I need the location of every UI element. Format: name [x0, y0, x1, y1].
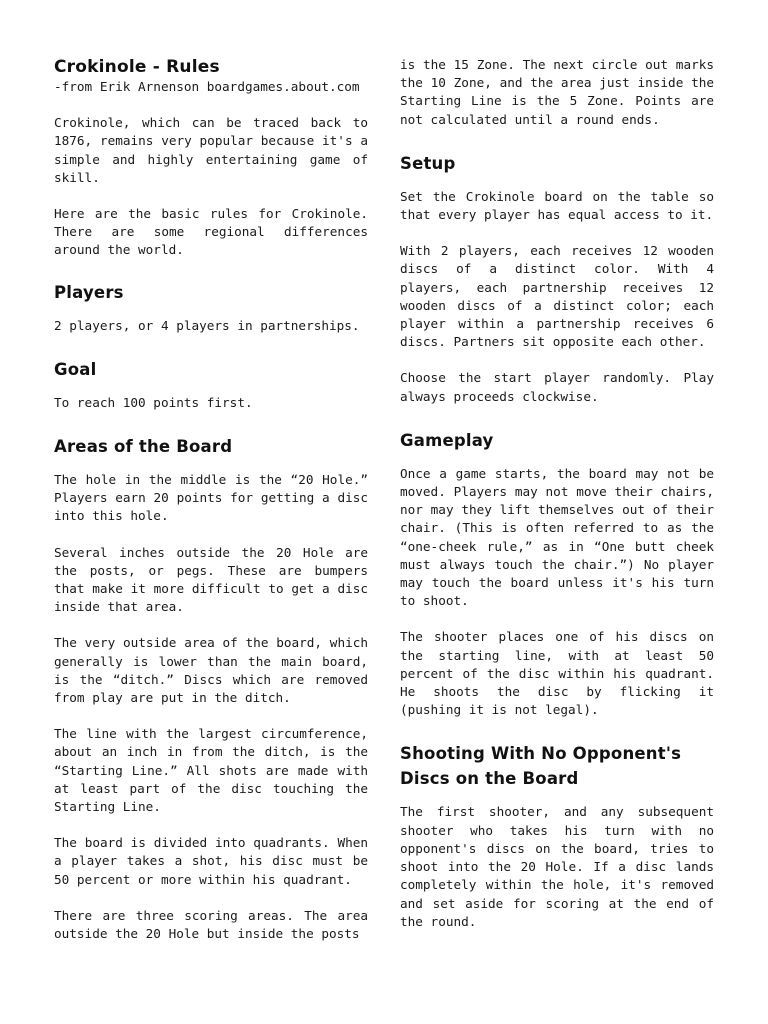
areas-paragraph-continued: is the 15 Zone. The next circle out marks the 10 Zone, and the area just inside the Starting Line is the 5 Zone. Points are not calculated until a round ends.: [400, 57, 714, 127]
intro-paragraph: Here are the basic rules for Crokinole. There are some regional differences around the world.: [54, 206, 368, 258]
areas-paragraph: There are three scoring areas. The area outside the 20 Hole but inside the posts: [54, 907, 368, 942]
setup-paragraph: Set the Crokinole board on the table so that every player has equal access to it.: [400, 188, 714, 223]
gameplay-paragraph: The shooter places one of his discs on the starting line, with at least 50 percent of the disc within his quadrant. He shoots the disc by flicking it (pushing it is not legal).: [400, 629, 714, 718]
shooting-paragraph: The first shooter, and any subsequent shooter who takes his turn with no opponent's discs on the board, tries to shoot into the 20 Hole. If a disc lands completely within the hole, it's removed and set aside for scoring at the end of the round.: [400, 804, 714, 929]
intro-paragraph: Crokinole, which can be traced back to 1876, remains very popular because it's a simple and highly entertaining game of skill.: [54, 115, 368, 185]
section-heading-goal: Goal: [54, 359, 97, 379]
areas-paragraph: The line with the largest circumference, about an inch in from the ditch, is the “Starting Line.” All shots are made with at least part of the disc touching the Starting Line.: [54, 726, 368, 815]
areas-paragraph: Several inches outside the 20 Hole are the posts, or pegs. These are bumpers that make it more difficult to get a disc inside that area.: [54, 544, 368, 615]
right-column: [400, 56, 714, 931]
byline: -from Erik Arnenson boardgames.about.com: [54, 79, 360, 94]
areas-paragraph: The hole in the middle is the “20 Hole.” Players earn 20 points for getting a disc into this hole.: [54, 472, 368, 524]
players-paragraph: 2 players, or 4 players in partnerships.: [54, 317, 360, 333]
left-column: [54, 56, 368, 943]
section-heading-gameplay: Gameplay: [400, 430, 494, 450]
gameplay-paragraph: Once a game starts, the board may not be moved. Players may not move their chairs, nor may they lift themselves out of their chair. (This is often referred to as the “one-cheek rule,” as in “One butt cheek must always touch the chair.”) No player may touch the board unless it's his turn to shoot.: [400, 465, 714, 609]
areas-paragraph: The board is divided into quadrants. When a player takes a shot, his disc must be 50 percent or more within his quadrant.: [54, 835, 368, 887]
section-heading-setup: Setup: [400, 153, 456, 173]
section-heading-shooting: Shooting With No Opponent's Discs on the Board: [400, 744, 682, 789]
setup-paragraph: Choose the start player randomly. Play always proceeds clockwise.: [400, 370, 714, 404]
goal-paragraph: To reach 100 points first.: [54, 394, 253, 410]
areas-paragraph: The very outside area of the board, which generally is lower than the main board, is the “ditch.” Discs which are removed from play are put in the ditch.: [54, 635, 368, 706]
section-heading-players: Players: [54, 282, 124, 302]
page-title: Crokinole - Rules: [54, 57, 220, 77]
setup-paragraph: With 2 players, each receives 12 wooden discs of a distinct color. With 4 players, each partnership receives 12 wooden discs of a distinct color; each player within a partnership receives 6 discs. Partners sit opposite each other.: [400, 243, 714, 350]
section-heading-areas: Areas of the Board: [54, 437, 233, 457]
